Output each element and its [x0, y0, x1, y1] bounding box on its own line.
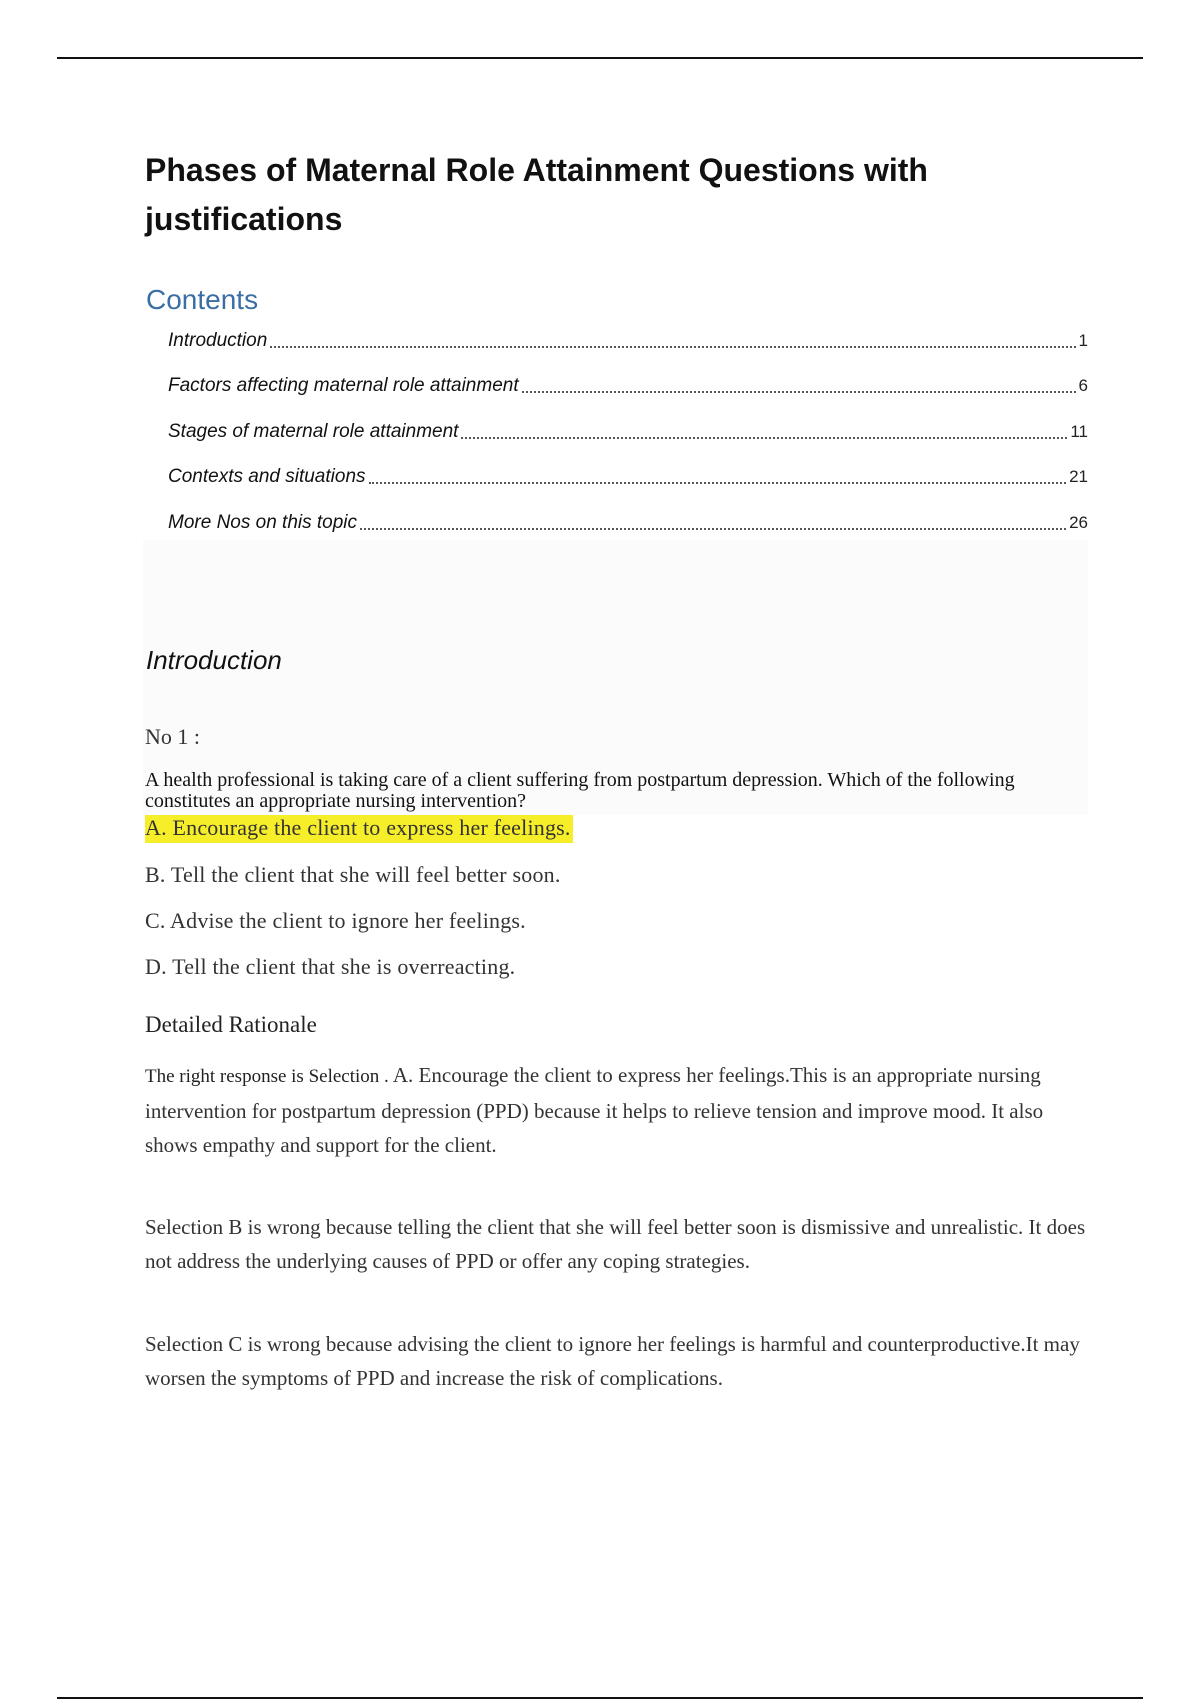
toc-entry-contexts[interactable] — [168, 466, 1088, 488]
toc-entry-label: Introduction — [168, 330, 268, 351]
toc-entry-factors[interactable] — [168, 375, 1088, 397]
toc-leader — [522, 377, 1076, 393]
question-text: A health professional is taking care of a client suffering from postpartum depression. Which of the following constitutes an appropriate nursing intervention? — [145, 769, 1015, 812]
toc-leader — [461, 423, 1067, 439]
toc-entry-page: 1 — [1078, 331, 1088, 350]
option-c: C. Advise the client to ignore her feelings. — [145, 908, 526, 933]
question-number: No 1 : — [145, 724, 200, 749]
toc-entry-stages[interactable] — [168, 421, 1088, 443]
rationale-lead: The right response is Selection . — [145, 1066, 389, 1087]
option-b: B. Tell the client that she will feel better soon. — [145, 862, 561, 887]
option-a-highlighted: A. Encourage the client to express her feelings. — [145, 815, 573, 843]
document-title: Phases of Maternal Role Attainment Questions with justifications — [145, 152, 928, 237]
toc-entry-more[interactable] — [168, 512, 1088, 534]
toc-leader — [270, 332, 1075, 348]
toc-entry-page: 21 — [1069, 467, 1088, 486]
toc-entry-label: Contexts and situations — [168, 466, 366, 487]
toc-entry-page: 26 — [1069, 513, 1088, 532]
toc-entry-label: Factors affecting maternal role attainment — [168, 375, 519, 396]
toc-entry-page: 11 — [1070, 422, 1088, 441]
top-rule — [57, 57, 1143, 59]
toc-entry-label: Stages of maternal role attainment — [168, 421, 459, 442]
rationale-paragraph-1 — [145, 1058, 1090, 1162]
option-d: D. Tell the client that she is overreacting. — [145, 954, 516, 979]
section-heading: Introduction — [146, 645, 282, 675]
rationale-paragraph-2: Selection B is wrong because telling the client that she will feel better soon is dismissive and unrealistic. It does not address the underlying causes of PPD or offer any coping strategies. — [145, 1215, 1086, 1273]
toc-entry-introduction[interactable] — [168, 330, 1088, 352]
rationale-paragraph-3: Selection C is wrong because advising the client to ignore her feelings is harmful and counterproductive.It may worsen the symptoms of PPD and increase the risk of complications. — [145, 1332, 1080, 1390]
rationale-body: A. Encourage the client to express her feelings.This is an appropriate nursing intervention for postpartum depression (PPD) because it helps to relieve tension and improve mood. It also shows empathy and support for the client. — [145, 1063, 1044, 1157]
rationale-heading: Detailed Rationale — [145, 1012, 317, 1037]
bottom-rule — [57, 1697, 1143, 1699]
toc-entry-label: More Nos on this topic — [168, 512, 358, 533]
toc-leader — [369, 468, 1067, 484]
toc-heading: Contents — [146, 284, 259, 315]
toc-leader — [360, 514, 1066, 530]
toc-entry-page: 6 — [1078, 376, 1088, 395]
